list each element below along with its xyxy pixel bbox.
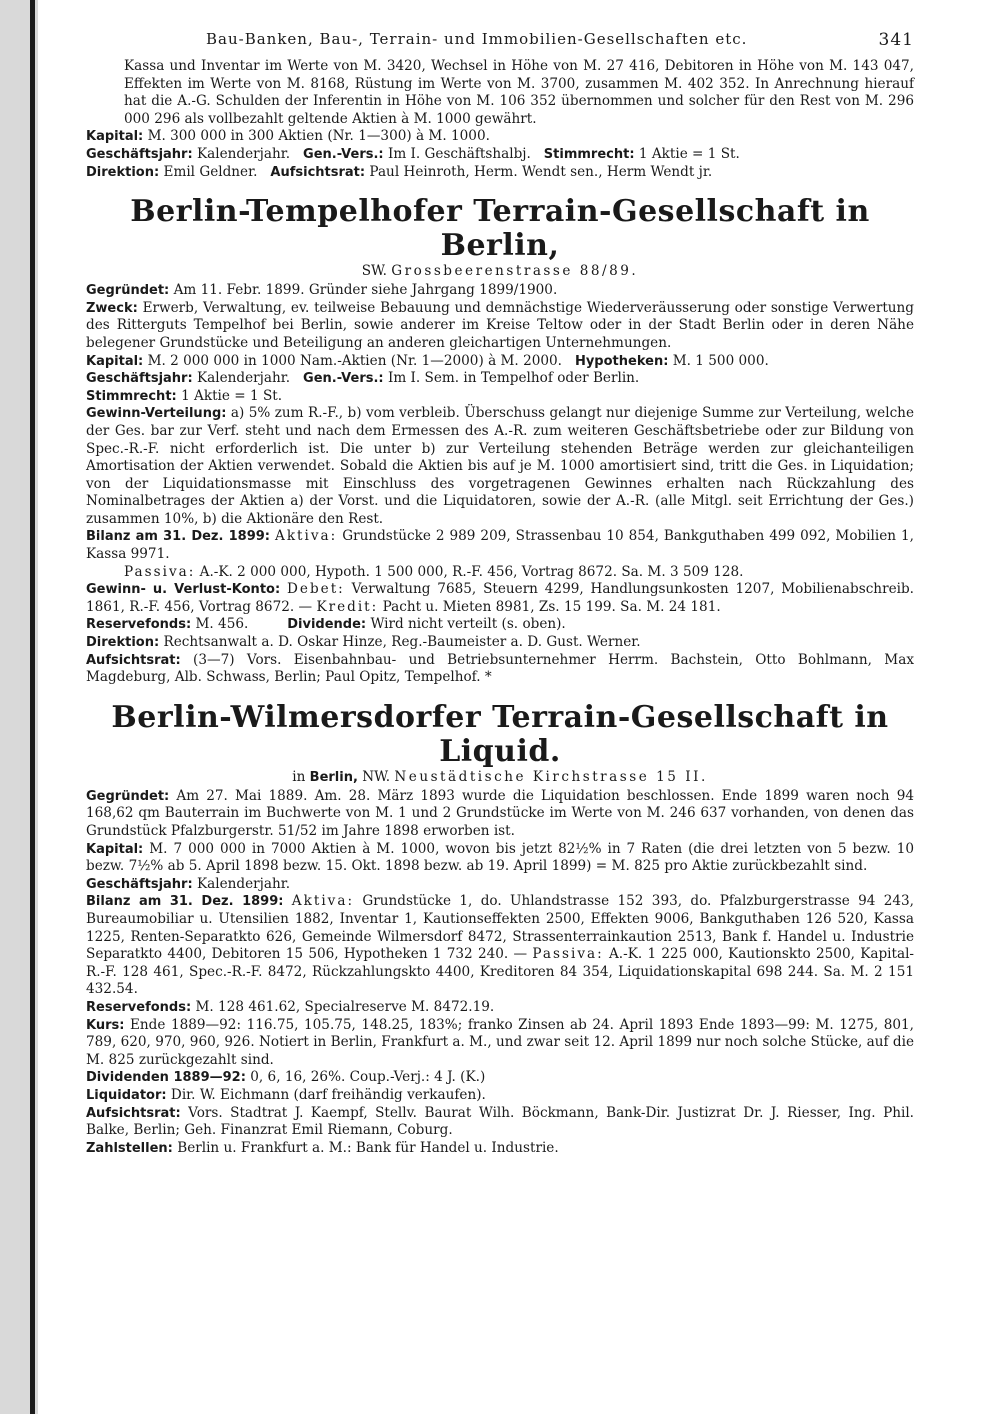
tempelhof-bilanz-passiva	[86, 564, 914, 582]
wilmersdorf-kapital	[86, 841, 914, 876]
stimmrecht-text: 1 Aktie = 1 St.	[638, 145, 740, 162]
guv-kredit-text: Pacht u. Mieten 8981, Zs. 15 199. Sa. M. 24 181.	[382, 598, 721, 615]
kapital-text: M. 7 000 000 in 7000 Aktien à M. 1000, wovon bis jetzt 82½% in 7 Raten (die drei letzten von 5 bezw. 10 bezw. 7½% ab 5. April 1898 bezw. 15. Okt. 1898 bezw. ab 19. April 1899) = M. 825 pro Aktie zurückbezahlt sind.	[86, 840, 914, 875]
genvers-text: Im I. Sem. in Tempelhof oder Berlin.	[387, 370, 640, 387]
kapital-label: Kapital:	[86, 353, 144, 369]
intro-direktion-row	[86, 164, 914, 182]
stimmrecht-label: Stimmrecht:	[86, 388, 177, 404]
gegruendet-label: Gegründet:	[86, 788, 170, 804]
wilmersdorf-title: Berlin-Wilmersdorfer Terrain-Gesellschaft in Liquid.	[111, 699, 889, 769]
geschaeftsjahr-label: Geschäftsjahr:	[86, 146, 193, 162]
gewinn-verteilung-label: Gewinn-Verteilung:	[86, 406, 227, 422]
liquidator-text: Dir. W. Eichmann (darf freihändig verkaufen).	[170, 1086, 486, 1103]
bilanz-aktiva-word: Aktiva:	[291, 893, 355, 910]
aufsichtsrat-text: Vors. Stadtrat J. Kaempf, Stellv. Baurat Wilh. Böckmann, Bank-Dir. Justizrat Dr. J. Riesser, Ing. Phil. Balke, Berlin; Geh. Finanzrat Emil Riemann, Coburg.	[86, 1104, 914, 1139]
tempelhof-geschaeftsjahr	[86, 370, 914, 388]
tempelhof-gegruendet	[86, 282, 914, 300]
guv-kredit-word: Kredit:	[316, 598, 379, 615]
reservefonds-text: M. 456.	[195, 616, 249, 633]
aufsichtsrat-label: Aufsichtsrat:	[86, 1105, 181, 1121]
aufsichtsrat-label: Aufsichtsrat:	[270, 164, 366, 180]
aufsichtsrat-text: (3—7) Vors. Eisenbahnbau- und Betriebsunternehmer Herrm. Bachstein, Otto Bohlmann, Max Magdeburg, Alb. Schwass, Berlin; Paul Opitz, Tempelhof. *	[86, 651, 914, 686]
wilmersdorf-geschaeftsjahr	[86, 876, 914, 894]
direktion-label: Direktion:	[86, 635, 160, 651]
running-title: Bau-Banken, Bau-, Terrain- und Immobilien-Gesellschaften etc.	[206, 30, 748, 48]
wilmersdorf-gegruendet	[86, 788, 914, 841]
tempelhof-gewinn-verteilung	[86, 405, 914, 528]
stimmrecht-text: 1 Aktie = 1 St.	[181, 387, 283, 404]
wilmersdorf-address-city: Berlin,	[309, 769, 358, 785]
wilmersdorf-dividenden	[86, 1069, 914, 1087]
guv-debet-word: Debet:	[287, 581, 345, 598]
wilmersdorf-aufsichtsrat	[86, 1105, 914, 1140]
aufsichtsrat-text: Paul Heinroth, Herm. Wendt sen., Herm Wendt jr.	[369, 163, 713, 180]
page-number: 341	[878, 30, 914, 50]
stimmrecht-label: Stimmrecht:	[543, 146, 635, 162]
intro-geschaeftsjahr-row	[86, 146, 914, 164]
wilmersdorf-reservefonds	[86, 999, 914, 1017]
tempelhof-address	[86, 263, 914, 280]
bilanz-aktiva-word: Aktiva:	[275, 528, 338, 545]
zweck-text: Erwerb, Verwaltung, ev. teilweise Bebauung und demnächstige Wiederveräusserung oder sonstige Verwertung des Ritterguts Tempelhof bei Berlin, sowie anderer im Kreise Teltow oder in der Stadt Berlin oder in deren Nähe belegener Grundstücke und Beteiligung an anderen gleichartigen Unternehmungen.	[86, 299, 914, 351]
bilanz-passiva-word: Passiva:	[124, 563, 196, 580]
kurs-text: Ende 1889—92: 116.75, 105.75, 148.25, 183%; franko Zinsen ab 24. April 1893 Ende 1893—99: M. 1275, 801, 789, 620, 970, 960, 926. Notiert in Berlin, Frankfurt a. M., und zwar seit 12. April 1899 nur noch solche Stücke, auf die M. 825 zurückgezahlt sind.	[86, 1016, 914, 1068]
reservefonds-label: Reservefonds:	[86, 617, 192, 633]
liquidator-label: Liquidator:	[86, 1087, 167, 1103]
zahlstellen-label: Zahlstellen:	[86, 1140, 173, 1156]
page-header	[206, 30, 914, 50]
intro-kapital	[86, 128, 914, 146]
tempelhof-aufsichtsrat	[86, 652, 914, 687]
intro-paragraph: Kassa und Inventar im Werte von M. 3420, Wechsel in Höhe von M. 27 416, Debitoren in Höhe von M. 143 047, Effekten im Werte von M. 8168, Rüstung im Werte von M. 3700, zusammen M. 402 352. In Anrechnung hierauf hat die A.-G. Schulden der Inferentin in Höhe von M. 106 352 übernommen und solcher für den Rest von M. 296 000 296 als vollbezahlt geltende Aktien à M. 1000 gewährt.	[124, 58, 914, 127]
kapital-label: Kapital:	[86, 841, 144, 857]
aufsichtsrat-label: Aufsichtsrat:	[86, 652, 181, 668]
wilmersdorf-address-street: Neustädtische Kirchstrasse 15 II.	[394, 768, 708, 785]
direktion-text: Rechtsanwalt a. D. Oskar Hinze, Reg.-Baumeister a. D. Gust. Werner.	[163, 634, 641, 651]
zweck-label: Zweck:	[86, 300, 138, 316]
geschaeftsjahr-text: Kalenderjahr.	[197, 875, 291, 892]
wilmersdorf-bilanz	[86, 893, 914, 999]
geschaeftsjahr-label: Geschäftsjahr:	[86, 876, 193, 892]
tempelhof-kapital	[86, 353, 914, 371]
genvers-label: Gen.-Vers.:	[303, 371, 384, 387]
wilmersdorf-kurs	[86, 1017, 914, 1070]
previous-entry-continuation	[86, 58, 914, 181]
kapital-text: M. 2 000 000 in 1000 Nam.-Aktien (Nr. 1—2000) à M. 2000.	[147, 352, 562, 369]
tempelhof-address-street: Grossbeerenstrasse 88/89.	[391, 263, 639, 280]
tempelhof-zweck	[86, 300, 914, 353]
tempelhof-address-prefix: SW.	[361, 263, 387, 280]
tempelhof-gewinn-verlust-konto	[86, 581, 914, 616]
reservefonds-label: Reservefonds:	[86, 999, 192, 1015]
kapital-text: M. 300 000 in 300 Aktien (Nr. 1—300) à M. 1000.	[147, 128, 490, 145]
wilmersdorf-liquidator	[86, 1087, 914, 1105]
gegruendet-label: Gegründet:	[86, 283, 170, 299]
bilanz-passiva-text: A.-K. 2 000 000, Hypoth. 1 500 000, R.-F. 456, Vortrag 8672. Sa. M. 3 509 128.	[199, 563, 744, 580]
gegruendet-text: Am 27. Mai 1889. Am. 28. März 1893 wurde die Liquidation beschlossen. Ende 1899 waren noch 94 168,62 qm Bauterrain im Buchwerte von M. 1 und 2 Grundstücke im Werte von M. 246 637 vorhanden, von denen das Grundstück Pfalzburgerstr. 51/52 im Jahre 1898 erworben ist.	[86, 787, 914, 839]
wilmersdorf-entry	[86, 701, 914, 1157]
kurs-label: Kurs:	[86, 1017, 125, 1033]
gewinn-verteilung-text: a) 5% zum R.-F., b) vom verbleib. Überschuss gelangt nur diejenige Summe zur Verteilung, welche der Ges. bar zur Verf. steht und nach dem Ermessen des A.-R. zum weiteren Geschäftsbetriebe oder zur Bildung von Spec.-R.-F. nicht erforderlich ist. Die unter b) zur Verteilung stehenden Beträge werden zur gleichanteiligen Amortisation der Aktien verwendet. Sobald die Aktien bis auf je M. 1000 amortisiert sind, tritt die Ges. in Liquidation; von der Liquidationsmasse mit Einschluss des vorgetragenen Gewinnes erhalten nach Rückzahlung des Nominalbetrages der Aktien a) der Vorst. und die Liquidatoren, sowie der A.-R. (alle Mitgl. seit Errichtung der Ges.) zusammen 10%, b) die Aktionäre den Rest.	[86, 405, 914, 527]
guv-debet-text: Verwaltung 7685, Steuern 4299, Handlungsunkosten 1207, Mobilienabschreib. 1861, R.-F. 456, Vortrag 8672. —	[86, 581, 914, 615]
wilmersdorf-address-district: NW.	[362, 768, 391, 785]
direktion-label: Direktion:	[86, 164, 160, 180]
bilanz-aktiva-text: Grundstücke 1, do. Uhlandstrasse 152 393, do. Pfalzburgerstrasse 94 243, Bureaumobiliar u. Utensilien 1882, Inventar 1, Kautionseffekten 2500, Effekten 9006, Bankguthaben 126 520, Kassa 1225, Renten-Separatkto 626, Gemeinde Wilmersdorf 8472, Strassenterrainkaution 2513, Bank f. Handel u. Industrie Separatkto 4400, Debitoren 15 506, Hypotheken 1 732 240. —	[86, 893, 914, 963]
genvers-label: Gen.-Vers.:	[303, 146, 384, 162]
bilanz-passiva-word: Passiva:	[532, 946, 604, 963]
tempelhof-title: Berlin-Tempelhofer Terrain-Gesellschaft in Berlin,	[130, 194, 870, 264]
tempelhof-reservefonds-row	[86, 616, 914, 634]
binding-edge	[30, 0, 35, 1414]
wilmersdorf-address-prefix: in	[292, 768, 306, 785]
dividenden-text: 0, 6, 16, 26%. Coup.-Verj.: 4 J. (K.)	[250, 1069, 486, 1086]
tempelhof-stimmrecht	[86, 388, 914, 406]
wilmersdorf-zahlstellen	[86, 1140, 914, 1158]
tempelhof-bilanz	[86, 528, 914, 563]
guv-label: Gewinn- u. Verlust-Konto:	[86, 582, 281, 598]
bilanz-aktiva-text: Grundstücke 2 989 209, Strassenbau 10 854, Bankguthaben 499 092, Mobilien 1, Kassa 9971.	[86, 528, 914, 563]
gegruendet-text: Am 11. Febr. 1899. Gründer siehe Jahrgang 1899/1900.	[173, 282, 558, 299]
hypotheken-text: M. 1 500 000.	[672, 352, 769, 369]
bilanz-label: Bilanz am 31. Dez. 1899:	[86, 894, 284, 910]
hypotheken-label: Hypotheken:	[574, 353, 669, 369]
tempelhof-direktion	[86, 634, 914, 652]
geschaeftsjahr-text: Kalenderjahr.	[197, 370, 291, 387]
zahlstellen-text: Berlin u. Frankfurt a. M.: Bank für Handel u. Industrie.	[177, 1139, 559, 1156]
kapital-label: Kapital:	[86, 129, 144, 145]
dividende-label: Dividende:	[287, 617, 367, 633]
reservefonds-text: M. 128 461.62, Specialreserve M. 8472.19.	[195, 998, 495, 1015]
wilmersdorf-address	[86, 769, 914, 786]
page	[86, 30, 914, 1157]
direktion-text: Emil Geldner.	[163, 163, 258, 180]
bilanz-label: Bilanz am 31. Dez. 1899:	[86, 529, 271, 545]
geschaeftsjahr-text: Kalenderjahr.	[197, 145, 291, 162]
tempelhof-entry	[86, 195, 914, 687]
bilanz-passiva-text: A.-K. 1 225 000, Kautionskto 2500, Kapital-R.-F. 128 461, Spec.-R.-F. 8472, Rückzahlungskto 4400, Kreditoren 84 354, Liquidationskapital 698 244. Sa. M. 2 151 432.54.	[86, 946, 915, 998]
scan-left-margin	[0, 0, 38, 1414]
geschaeftsjahr-label: Geschäftsjahr:	[86, 371, 193, 387]
genvers-text: Im I. Geschäftshalbj.	[387, 145, 531, 162]
dividende-text: Wird nicht verteilt (s. oben).	[370, 616, 566, 633]
dividenden-label: Dividenden 1889—92:	[86, 1070, 246, 1086]
